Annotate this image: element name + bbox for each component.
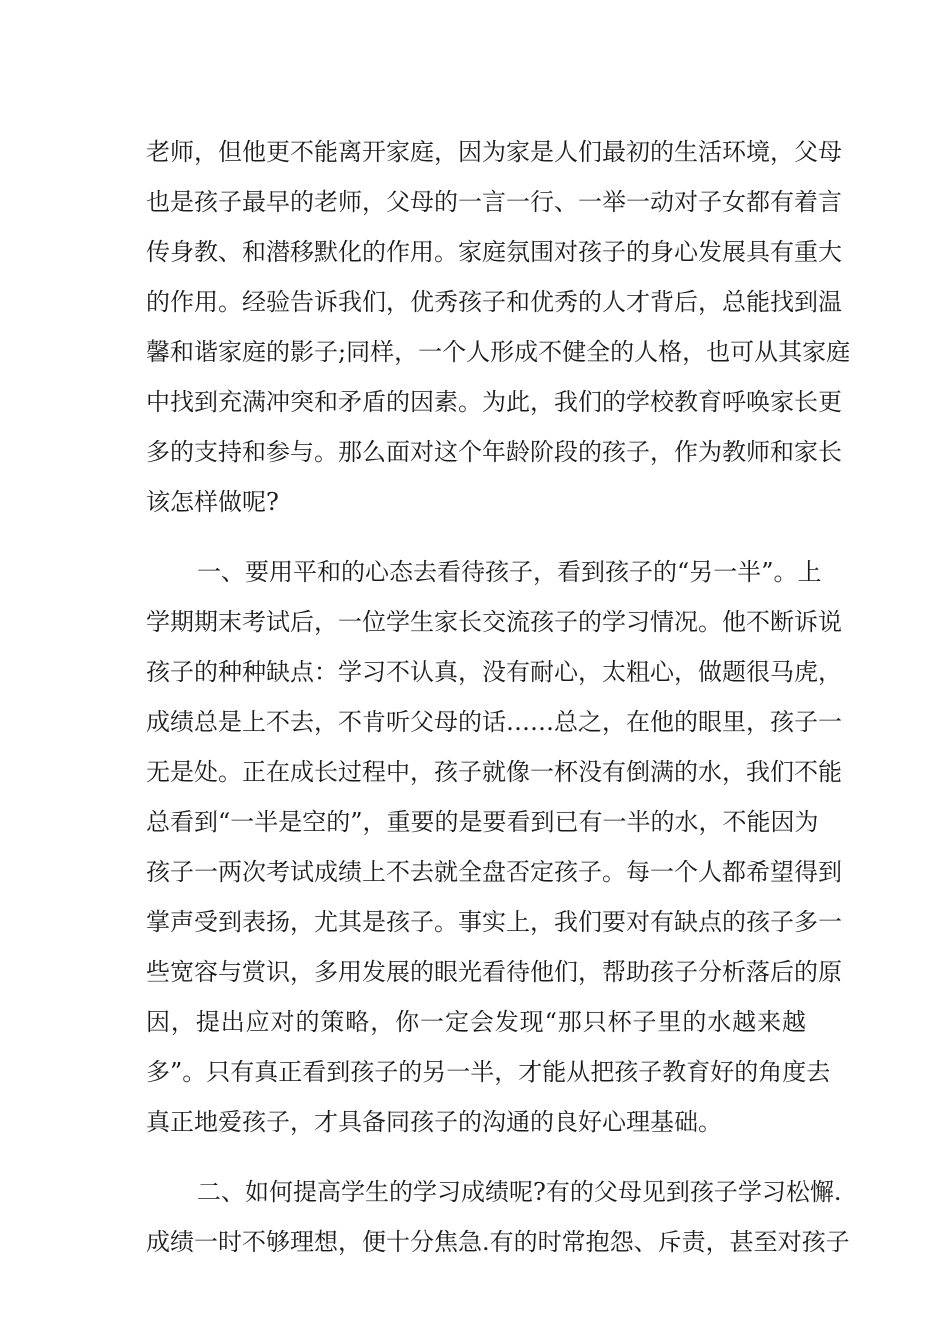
text-line: 该怎样做呢? (146, 488, 279, 516)
text-line: 真正地爱孩子，才具备同孩子的沟通的良好心理基础。 (146, 1108, 722, 1136)
text-line: 馨和谐家庭的影子;同样，一个人形成不健全的人格，也可从其家庭 (146, 338, 851, 366)
text-line: 学期期末考试后，一位学生家长交流孩子的学习情况。他不断诉说 (146, 608, 842, 636)
text-line: 总看到“一半是空的”，重要的是要看到已有一半的水，不能因为 (146, 808, 819, 836)
text-line: 成绩一时不够理想，便十分焦急.有的时常抱怨、斥责，甚至对孩子 (146, 1228, 850, 1256)
text-line: 中找到充满冲突和矛盾的因素。为此，我们的学校教育呼唤家长更 (146, 388, 842, 416)
paragraph-heading-1: 一、要用平和的心态去看待孩子，看到孩子的“另一半”。上 (197, 558, 822, 586)
text-line: 无是处。正在成长过程中，孩子就像一杯没有倒满的水，我们不能 (146, 758, 842, 786)
text-line: 多”。只有真正看到孩子的另一半，才能从把孩子教育好的角度去 (146, 1058, 831, 1086)
paragraph-heading-2: 二、如何提高学生的学习成绩呢?有的父母见到孩子学习松懈. (197, 1178, 842, 1206)
text-line: 成绩总是上不去，不肯听父母的话……总之，在他的眼里，孩子一 (146, 708, 842, 736)
text-line: 传身教、和潜移默化的作用。家庭氛围对孩子的身心发展具有重大 (146, 238, 842, 266)
text-line: 也是孩子最早的老师，父母的一言一行、一举一动对子女都有着言 (146, 188, 842, 216)
text-line: 老师，但他更不能离开家庭，因为家是人们最初的生活环境，父母 (146, 138, 842, 166)
text-line: 掌声受到表扬，尤其是孩子。事实上，我们要对有缺点的孩子多一 (146, 908, 842, 936)
text-line: 多的支持和参与。那么面对这个年龄阶段的孩子，作为教师和家长 (146, 438, 842, 466)
text-line: 的作用。经验告诉我们，优秀孩子和优秀的人才背后，总能找到温 (146, 288, 842, 316)
text-line: 些宽容与赏识，多用发展的眼光看待他们，帮助孩子分析落后的原 (146, 958, 842, 986)
text-line: 孩子一两次考试成绩上不去就全盘否定孩子。每一个人都希望得到 (146, 858, 842, 886)
text-line: 因，提出应对的策略，你一定会发现“那只杯子里的水越来越 (146, 1008, 806, 1036)
text-line: 孩子的种种缺点：学习不认真，没有耐心，太粗心，做题很马虎， (146, 658, 842, 686)
